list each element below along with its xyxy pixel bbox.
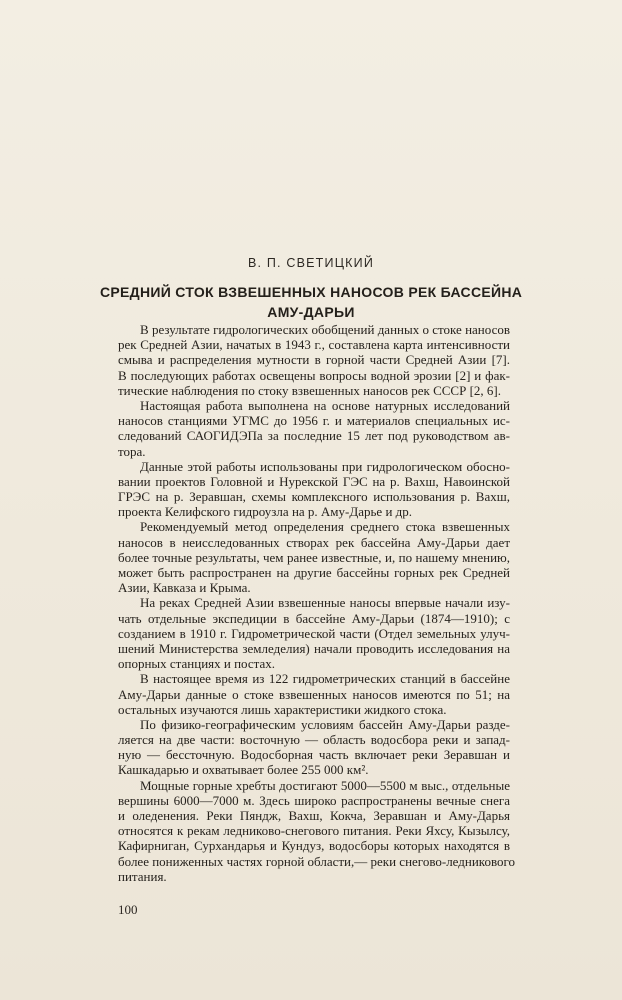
text-line: опорных станциях и постах. <box>118 656 275 672</box>
paragraph <box>118 671 510 717</box>
text-line: ГРЭС на р. Зеравшан, схемы комплексного использования р. Вахш, <box>118 489 510 505</box>
text-line: вершины 6000—7000 м. Здесь широко распространены вечные снега <box>118 792 510 808</box>
text-line: более точные результаты, чем ранее известные, и, по нашему мнению, <box>118 549 510 565</box>
text-line: следований САОГИДЭПа за последние 15 лет под руководством ав- <box>118 428 510 444</box>
article-body <box>118 322 516 884</box>
text-line: Кафирниган, Сурхандарья и Кундуз, водосборы которых находятся в <box>118 838 510 854</box>
text-line: рек Средней Азии, начатых в 1943 г., составлена карта интенсивности <box>118 337 510 353</box>
text-line: наносов станциями УГМС до 1956 г. и материалов специальных ис- <box>118 413 510 429</box>
text-line: может быть распространен на другие бассейны горных рек Средней <box>118 565 510 580</box>
paragraph <box>118 459 510 520</box>
text-line: шений Министерства земледелия) начали проводить исследования на <box>118 640 510 656</box>
text-line: Рекомендуемый метод определения среднего стока взвешенных <box>140 519 510 535</box>
text-line: остальных изучаются лишь характеристики жидкого стока. <box>118 701 447 717</box>
paragraph <box>118 398 510 459</box>
text-line: относятся к рекам ледниково-снегового питания. Реки Яхсу, Кызылсу, <box>118 823 510 839</box>
text-line: Данные этой работы использованы при гидрологическом обосно- <box>140 458 510 474</box>
title-line: СРЕДНИЙ СТОК ВЗВЕШЕННЫХ НАНОСОВ РЕК БАССЕЙНА <box>100 284 523 300</box>
text-line: и оледенения. Реки Пяндж, Вахш, Кокча, Зеравшан и Аму-Дарья <box>118 808 510 823</box>
article-title <box>100 282 522 322</box>
author-name: В. П. СВЕТИЦКИЙ <box>247 256 375 270</box>
text-line: тические наблюдения по стоку взвешенных наносов рек СССР [2, 6]. <box>118 382 501 398</box>
text-line: созданием в 1910 г. Гидрометрической части (Отдел земельных улуч- <box>118 625 510 641</box>
text-line: вании проектов Головной и Нурекской ГЭС на р. Вахш, Навоинской <box>118 473 510 489</box>
text-line: ляется на две части: восточную — область водосбора реки и запад- <box>118 732 510 748</box>
text-line: чать отдельные экспедиции в бассейне Аму-Дарьи (1874—1910); с <box>118 610 510 626</box>
paragraph <box>118 595 510 671</box>
paragraph <box>118 777 516 884</box>
text-line: Настоящая работа выполнена на основе натурных исследований <box>140 397 510 413</box>
text-line: Мощные горные хребты достигают 5000—5500 м выс., отдельные <box>140 777 510 793</box>
text-line: В результате гидрологических обобщений данных о стоке наносов <box>140 322 510 337</box>
page-number: 100 <box>118 902 138 917</box>
paragraph <box>118 322 510 398</box>
paragraph <box>118 519 510 595</box>
text-line: ную — бессточную. Водосборная часть включает реки Зеравшан и <box>118 747 510 763</box>
text-line: В настоящее время из 122 гидрометрических станций в бассейне <box>140 671 510 687</box>
text-line: По физико-географическим условиям бассейн Аму-Дарьи разде- <box>140 716 510 732</box>
text-line: смыва и распределения мутности в горной части Средней Азии [7]. <box>118 352 510 368</box>
text-line: В последующих работах освещены вопросы водной эрозии [2] и фак- <box>118 367 510 383</box>
text-line: Аму-Дарьи данные о стоке взвешенных наносов имеются по 51; на <box>118 686 510 702</box>
text-line: На реках Средней Азии взвешенные наносы впервые начали изу- <box>140 595 510 611</box>
title-line: АМУ-ДАРЬИ <box>267 304 355 320</box>
text-line: Азии, Кавказа и Крыма. <box>118 580 251 596</box>
text-line: более пониженных частях горной области,— реки снегово-ледникового <box>118 853 516 869</box>
paragraph <box>118 717 510 778</box>
text-line: питания. <box>118 868 167 884</box>
text-line: тора. <box>118 443 146 459</box>
text-line: наносов в неисследованных створах рек бассейна Аму-Дарьи дает <box>118 534 510 550</box>
text-line: проекта Келифского гидроузла на р. Аму-Дарье и др. <box>118 504 413 520</box>
text-line: Кашкадарью и охватывает более 255 000 км². <box>118 762 369 778</box>
